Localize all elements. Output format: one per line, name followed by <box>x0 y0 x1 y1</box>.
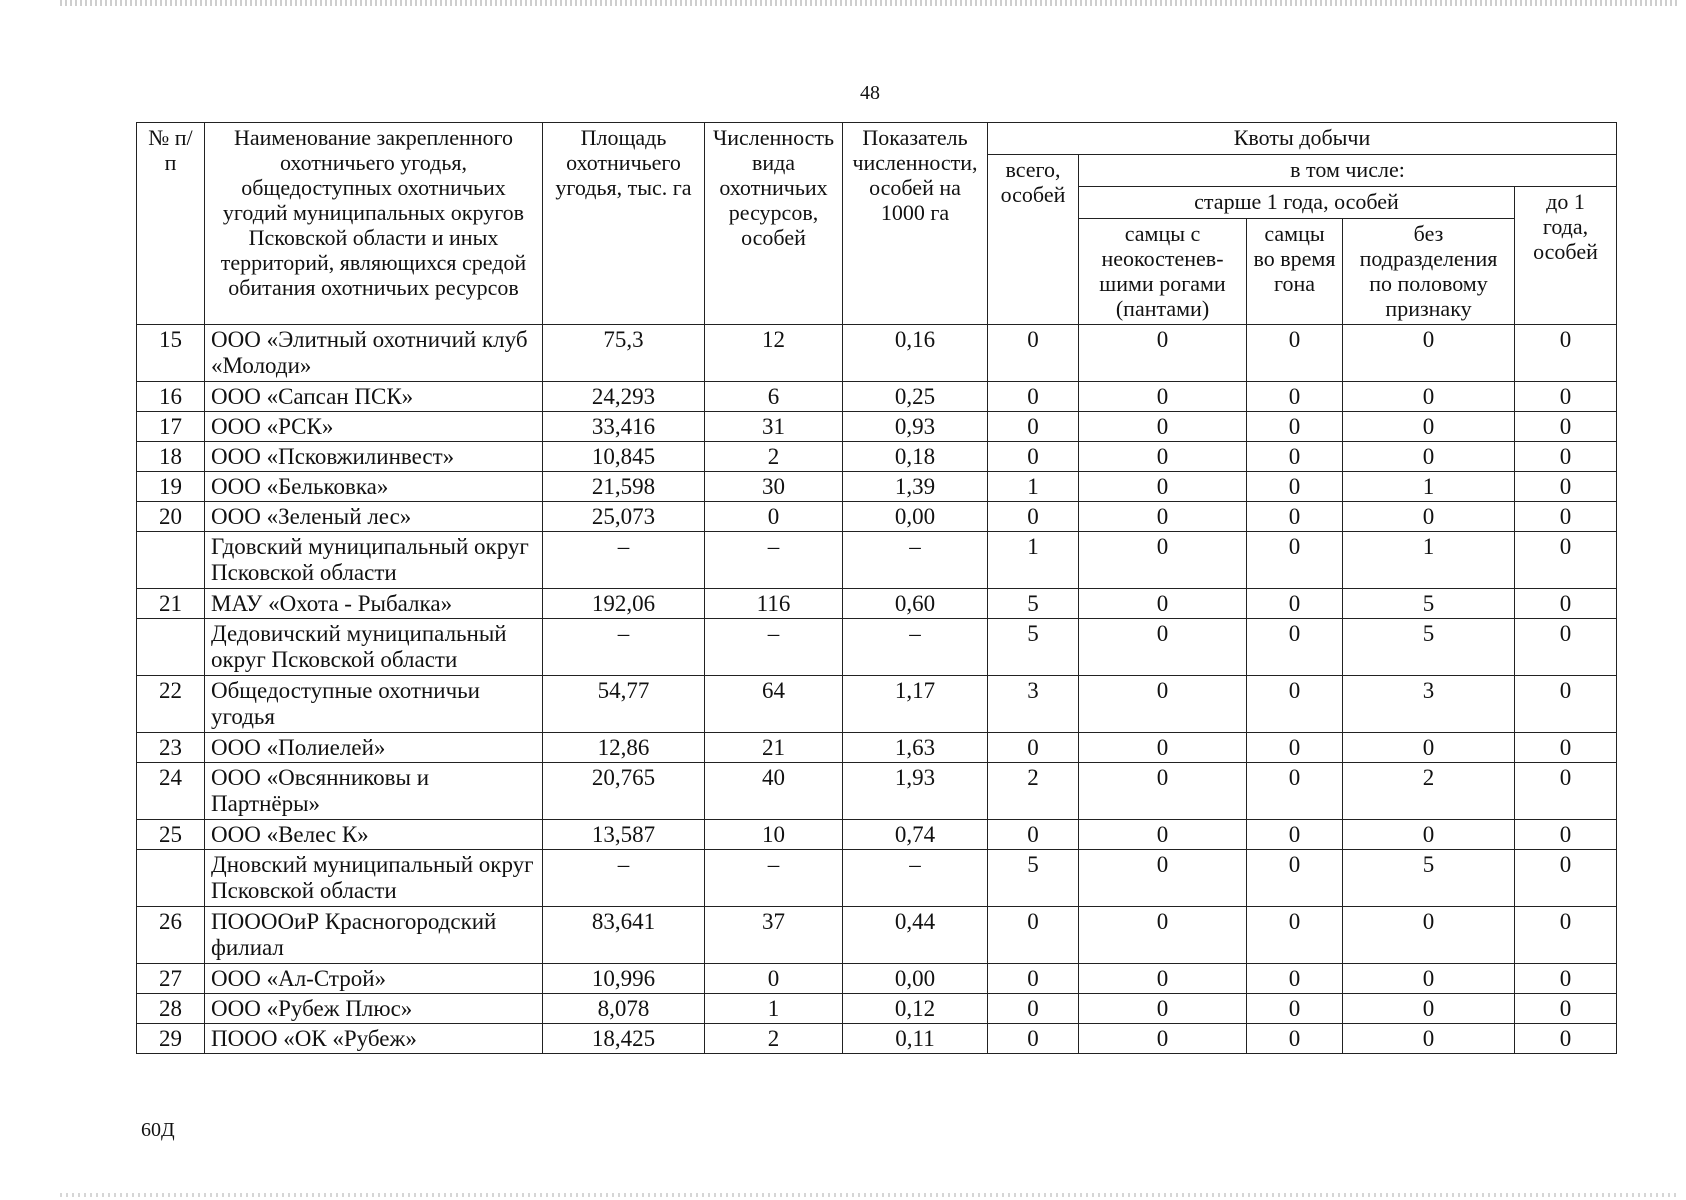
name-cell: Гдовский муниципальный округ Псковской области <box>205 532 543 589</box>
density-cell: – <box>843 532 988 589</box>
density-cell: 0,93 <box>843 412 988 442</box>
total-cell: 0 <box>988 1024 1079 1054</box>
row-number-cell: 22 <box>137 676 205 733</box>
area-cell: 33,416 <box>543 412 705 442</box>
table-row <box>137 502 1617 532</box>
area-cell: – <box>543 850 705 907</box>
rut-cell: 0 <box>1247 994 1343 1024</box>
name-cell: ООО «Элитный охотничий клуб «Молоди» <box>205 325 543 382</box>
row-number-cell <box>137 532 205 589</box>
density-cell: – <box>843 850 988 907</box>
name-cell: ООО «Велес К» <box>205 820 543 850</box>
name-cell: ООО «Псковжилинвест» <box>205 442 543 472</box>
antlers-cell: 0 <box>1079 619 1247 676</box>
population-cell: 2 <box>705 1024 843 1054</box>
table-row <box>137 994 1617 1024</box>
rut-cell: 0 <box>1247 733 1343 763</box>
rut-cell: 0 <box>1247 820 1343 850</box>
area-cell: 10,845 <box>543 442 705 472</box>
population-cell: 37 <box>705 907 843 964</box>
area-cell: 192,06 <box>543 589 705 619</box>
nosex-cell: 0 <box>1343 442 1515 472</box>
row-number-cell: 19 <box>137 472 205 502</box>
under1-cell: 0 <box>1515 502 1617 532</box>
antlers-cell: 0 <box>1079 850 1247 907</box>
row-number-cell: 16 <box>137 382 205 412</box>
rut-cell: 0 <box>1247 1024 1343 1054</box>
table-row <box>137 472 1617 502</box>
antlers-cell: 0 <box>1079 502 1247 532</box>
antlers-cell: 0 <box>1079 676 1247 733</box>
area-cell: 12,86 <box>543 733 705 763</box>
table-row <box>137 382 1617 412</box>
header-under1: до 1 года, особей <box>1515 187 1617 325</box>
area-cell: 8,078 <box>543 994 705 1024</box>
total-cell: 5 <box>988 589 1079 619</box>
row-number-cell: 21 <box>137 589 205 619</box>
table-row <box>137 907 1617 964</box>
header-name: Наименование закрепленного охотничьего угодья, общедоступных охотничьих угодий муниципальных округов Псковской области и иных территорий, являющихся средой обитания охотничьих ресурсов <box>205 123 543 325</box>
rut-cell: 0 <box>1247 325 1343 382</box>
area-cell: – <box>543 532 705 589</box>
row-number-cell: 15 <box>137 325 205 382</box>
total-cell: 1 <box>988 532 1079 589</box>
density-cell: 1,93 <box>843 763 988 820</box>
density-cell: 1,17 <box>843 676 988 733</box>
under1-cell: 0 <box>1515 472 1617 502</box>
density-cell: 0,18 <box>843 442 988 472</box>
table-row <box>137 442 1617 472</box>
total-cell: 0 <box>988 325 1079 382</box>
area-cell: 13,587 <box>543 820 705 850</box>
rut-cell: 0 <box>1247 502 1343 532</box>
density-cell: 1,63 <box>843 733 988 763</box>
under1-cell: 0 <box>1515 532 1617 589</box>
row-number-cell: 24 <box>137 763 205 820</box>
rut-cell: 0 <box>1247 907 1343 964</box>
population-cell: 31 <box>705 412 843 442</box>
density-cell: 0,00 <box>843 964 988 994</box>
rut-cell: 0 <box>1247 964 1343 994</box>
total-cell: 0 <box>988 820 1079 850</box>
table-row <box>137 763 1617 820</box>
total-cell: 5 <box>988 850 1079 907</box>
rut-cell: 0 <box>1247 472 1343 502</box>
density-cell: 0,25 <box>843 382 988 412</box>
under1-cell: 0 <box>1515 442 1617 472</box>
under1-cell: 0 <box>1515 964 1617 994</box>
nosex-cell: 5 <box>1343 850 1515 907</box>
under1-cell: 0 <box>1515 763 1617 820</box>
name-cell: Дновский муниципальный округ Псковской области <box>205 850 543 907</box>
page-number: 48 <box>860 82 880 104</box>
population-cell: – <box>705 619 843 676</box>
row-number-cell: 29 <box>137 1024 205 1054</box>
rut-cell: 0 <box>1247 850 1343 907</box>
rut-cell: 0 <box>1247 763 1343 820</box>
antlers-cell: 0 <box>1079 907 1247 964</box>
area-cell: 75,3 <box>543 325 705 382</box>
rut-cell: 0 <box>1247 412 1343 442</box>
total-cell: 0 <box>988 964 1079 994</box>
total-cell: 1 <box>988 472 1079 502</box>
under1-cell: 0 <box>1515 907 1617 964</box>
under1-cell: 0 <box>1515 382 1617 412</box>
density-cell: 0,16 <box>843 325 988 382</box>
area-cell: 18,425 <box>543 1024 705 1054</box>
nosex-cell: 3 <box>1343 676 1515 733</box>
density-cell: 0,00 <box>843 502 988 532</box>
area-cell: 24,293 <box>543 382 705 412</box>
header-population: Численность вида охотничьих ресурсов, особей <box>705 123 843 325</box>
row-number-cell: 26 <box>137 907 205 964</box>
header-nosex: без подразделения по половому признаку <box>1343 219 1515 325</box>
table-row <box>137 733 1617 763</box>
scan-edge-bottom <box>60 1193 1680 1197</box>
header-rut: самцы во время гона <box>1247 219 1343 325</box>
header-quota: Квоты добычи <box>988 123 1617 155</box>
under1-cell: 0 <box>1515 412 1617 442</box>
population-cell: 116 <box>705 589 843 619</box>
total-cell: 2 <box>988 763 1079 820</box>
area-cell: 21,598 <box>543 472 705 502</box>
header-older: старше 1 года, особей <box>1079 187 1515 219</box>
nosex-cell: 0 <box>1343 820 1515 850</box>
total-cell: 0 <box>988 733 1079 763</box>
nosex-cell: 0 <box>1343 994 1515 1024</box>
name-cell: МАУ «Охота - Рыбалка» <box>205 589 543 619</box>
nosex-cell: 0 <box>1343 382 1515 412</box>
rut-cell: 0 <box>1247 382 1343 412</box>
population-cell: 21 <box>705 733 843 763</box>
total-cell: 3 <box>988 676 1079 733</box>
row-number-cell: 20 <box>137 502 205 532</box>
row-number-cell: 25 <box>137 820 205 850</box>
table-row <box>137 964 1617 994</box>
density-cell: 0,74 <box>843 820 988 850</box>
nosex-cell: 0 <box>1343 502 1515 532</box>
row-number-cell: 28 <box>137 994 205 1024</box>
population-cell: 10 <box>705 820 843 850</box>
density-cell: 0,11 <box>843 1024 988 1054</box>
under1-cell: 0 <box>1515 676 1617 733</box>
row-number-cell: 18 <box>137 442 205 472</box>
table-row <box>137 1024 1617 1054</box>
under1-cell: 0 <box>1515 820 1617 850</box>
antlers-cell: 0 <box>1079 820 1247 850</box>
name-cell: ПООО «ОК «Рубеж» <box>205 1024 543 1054</box>
rut-cell: 0 <box>1247 589 1343 619</box>
header-including: в том числе: <box>1079 155 1617 187</box>
antlers-cell: 0 <box>1079 472 1247 502</box>
population-cell: 2 <box>705 442 843 472</box>
total-cell: 0 <box>988 994 1079 1024</box>
total-cell: 0 <box>988 442 1079 472</box>
under1-cell: 0 <box>1515 619 1617 676</box>
nosex-cell: 0 <box>1343 412 1515 442</box>
density-cell: – <box>843 619 988 676</box>
quota-table <box>136 122 1617 1054</box>
density-cell: 0,60 <box>843 589 988 619</box>
row-number-cell: 17 <box>137 412 205 442</box>
nosex-cell: 0 <box>1343 907 1515 964</box>
area-cell: 54,77 <box>543 676 705 733</box>
area-cell: 10,996 <box>543 964 705 994</box>
name-cell: ООО «Сапсан ПСК» <box>205 382 543 412</box>
name-cell: ООО «РСК» <box>205 412 543 442</box>
under1-cell: 0 <box>1515 733 1617 763</box>
population-cell: 6 <box>705 382 843 412</box>
density-cell: 0,44 <box>843 907 988 964</box>
antlers-cell: 0 <box>1079 382 1247 412</box>
nosex-cell: 5 <box>1343 619 1515 676</box>
rut-cell: 0 <box>1247 442 1343 472</box>
name-cell: ООО «Бельковка» <box>205 472 543 502</box>
nosex-cell: 0 <box>1343 964 1515 994</box>
name-cell: ООО «Ал-Строй» <box>205 964 543 994</box>
total-cell: 0 <box>988 502 1079 532</box>
antlers-cell: 0 <box>1079 442 1247 472</box>
header-antlers: самцы с неокостенев-шими рогами (пантами) <box>1079 219 1247 325</box>
name-cell: ПООООиР Красногородский филиал <box>205 907 543 964</box>
header-density: Показатель численности, особей на 1000 га <box>843 123 988 325</box>
population-cell: – <box>705 850 843 907</box>
under1-cell: 0 <box>1515 589 1617 619</box>
total-cell: 0 <box>988 382 1079 412</box>
population-cell: 30 <box>705 472 843 502</box>
under1-cell: 0 <box>1515 994 1617 1024</box>
area-cell: 20,765 <box>543 763 705 820</box>
area-cell: – <box>543 619 705 676</box>
nosex-cell: 0 <box>1343 1024 1515 1054</box>
document-code: 60Д <box>141 1119 175 1141</box>
rut-cell: 0 <box>1247 619 1343 676</box>
name-cell: ООО «Рубеж Плюс» <box>205 994 543 1024</box>
rut-cell: 0 <box>1247 532 1343 589</box>
nosex-cell: 2 <box>1343 763 1515 820</box>
antlers-cell: 0 <box>1079 412 1247 442</box>
population-cell: 1 <box>705 994 843 1024</box>
table-row <box>137 820 1617 850</box>
nosex-cell: 0 <box>1343 325 1515 382</box>
total-cell: 5 <box>988 619 1079 676</box>
antlers-cell: 0 <box>1079 733 1247 763</box>
population-cell: 12 <box>705 325 843 382</box>
population-cell: 0 <box>705 502 843 532</box>
table-row <box>137 676 1617 733</box>
antlers-cell: 0 <box>1079 964 1247 994</box>
nosex-cell: 1 <box>1343 532 1515 589</box>
nosex-cell: 1 <box>1343 472 1515 502</box>
table-row <box>137 850 1617 907</box>
rut-cell: 0 <box>1247 676 1343 733</box>
header-total: всего, особей <box>988 155 1079 325</box>
total-cell: 0 <box>988 907 1079 964</box>
scan-edge-top <box>60 0 1680 6</box>
under1-cell: 0 <box>1515 325 1617 382</box>
antlers-cell: 0 <box>1079 1024 1247 1054</box>
density-cell: 1,39 <box>843 472 988 502</box>
density-cell: 0,12 <box>843 994 988 1024</box>
population-cell: – <box>705 532 843 589</box>
name-cell: ООО «Полиелей» <box>205 733 543 763</box>
name-cell: ООО «Овсянниковы и Партнёры» <box>205 763 543 820</box>
table-row <box>137 325 1617 382</box>
row-number-cell <box>137 850 205 907</box>
row-number-cell: 23 <box>137 733 205 763</box>
header-num: № п/п <box>137 123 205 325</box>
name-cell: Общедоступные охотничьи угодья <box>205 676 543 733</box>
table-row <box>137 619 1617 676</box>
table-row <box>137 589 1617 619</box>
population-cell: 0 <box>705 964 843 994</box>
area-cell: 25,073 <box>543 502 705 532</box>
under1-cell: 0 <box>1515 1024 1617 1054</box>
table-row <box>137 412 1617 442</box>
population-cell: 40 <box>705 763 843 820</box>
antlers-cell: 0 <box>1079 325 1247 382</box>
nosex-cell: 5 <box>1343 589 1515 619</box>
total-cell: 0 <box>988 412 1079 442</box>
nosex-cell: 0 <box>1343 733 1515 763</box>
population-cell: 64 <box>705 676 843 733</box>
under1-cell: 0 <box>1515 850 1617 907</box>
antlers-cell: 0 <box>1079 994 1247 1024</box>
area-cell: 83,641 <box>543 907 705 964</box>
antlers-cell: 0 <box>1079 763 1247 820</box>
header-area: Площадь охотничьего угодья, тыс. га <box>543 123 705 325</box>
name-cell: ООО «Зеленый лес» <box>205 502 543 532</box>
antlers-cell: 0 <box>1079 532 1247 589</box>
antlers-cell: 0 <box>1079 589 1247 619</box>
row-number-cell: 27 <box>137 964 205 994</box>
table-row <box>137 532 1617 589</box>
name-cell: Дедовичский муниципальный округ Псковской области <box>205 619 543 676</box>
row-number-cell <box>137 619 205 676</box>
